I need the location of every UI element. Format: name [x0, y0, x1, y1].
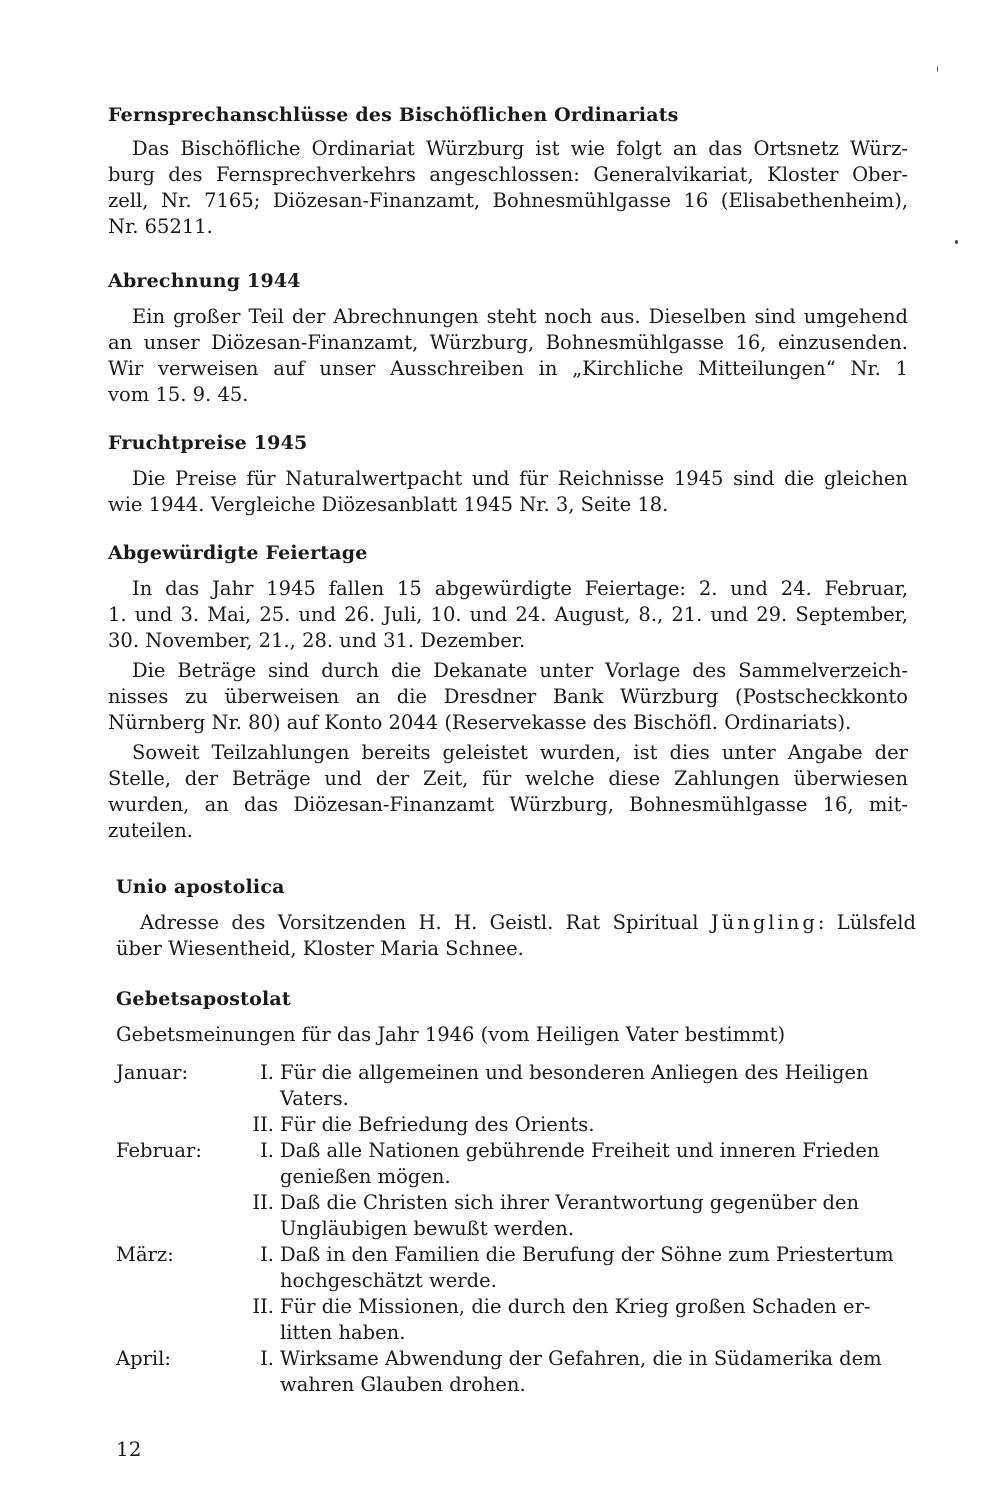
intention-item: [244, 1138, 916, 1190]
month-row: [116, 1138, 916, 1242]
month-label: Januar:: [116, 1061, 189, 1084]
month-label: Februar:: [116, 1139, 202, 1162]
section-telephone: [108, 104, 908, 240]
text-line: Wirksame Abwendung der Gefahren, die in Südamerika dem: [280, 1347, 882, 1370]
intention-item: [244, 1294, 916, 1346]
month-row: [116, 1346, 916, 1398]
text-line: wurden, an das Diözesan-Finanzamt Würzburg, Bohnesmühlgasse 16, mit-: [108, 793, 908, 816]
section-paragraph: [108, 466, 908, 518]
text-line: wahren Glauben drohen.: [280, 1373, 526, 1396]
intention-item: [244, 1346, 916, 1398]
text-line: Nürnberg Nr. 80) auf Konto 2044 (Reservekasse des Bischöfl. Ordinariats).: [108, 711, 852, 734]
section-feast-days: [108, 542, 908, 844]
section-heading: Gebetsapostolat: [116, 988, 291, 1010]
section-paragraph: [108, 740, 908, 844]
text-line: In das Jahr 1945 fallen 15 abgewürdigte Feiertage: 2. und 24. Februar,: [132, 577, 908, 600]
section-paragraph: [108, 658, 908, 736]
text-line: Soweit Teilzahlungen bereits geleistet wurden, ist dies unter Angabe der: [132, 741, 908, 764]
text-line: Daß in den Familien die Berufung der Söhne zum Priestertum: [280, 1243, 894, 1266]
text-line: Für die Befriedung des Orients.: [280, 1113, 595, 1136]
section-heading: Unio apostolica: [116, 876, 285, 898]
month-row: [116, 1060, 916, 1138]
section-fruit-prices: [108, 432, 908, 518]
text-line: [116, 910, 916, 936]
text-line: Das Bischöfliche Ordinariat Würzburg ist wie folgt an das Ortsnetz Würz-: [132, 137, 908, 160]
section-heading: Fernsprechanschlüsse des Bischöflichen Ordinariats: [108, 104, 679, 126]
section-heading: Abrechnung 1944: [108, 270, 301, 292]
section-paragraph: [116, 1022, 916, 1048]
text-line: an unser Diözesan-Finanzamt, Würzburg, Bohnesmühlgasse 16, einzusenden.: [108, 331, 908, 354]
intention-number: II.: [252, 1113, 274, 1136]
text-line: Vaters.: [280, 1087, 349, 1110]
section-paragraph: [108, 136, 908, 240]
text-line: nisses zu überweisen an die Dresdner Bank Würzburg (Postscheckkonto: [108, 685, 908, 708]
text-line: litten haben.: [280, 1321, 406, 1344]
text-line: Daß die Christen sich ihrer Verantwortung gegenüber den: [280, 1191, 860, 1214]
text-line: über Wiesentheid, Kloster Maria Schnee.: [116, 937, 524, 960]
text-line: Wir verweisen auf unser Ausschreiben in „Kirchliche Mitteilungen“ Nr. 1: [108, 357, 908, 380]
section-heading: Abgewürdigte Feiertage: [108, 542, 368, 564]
intention-number: II.: [252, 1295, 274, 1318]
text-line: burg des Fernsprechverkehrs angeschlossen: Generalvikariat, Kloster Ober-: [108, 163, 908, 186]
person-name: Jüngling: [710, 911, 818, 934]
intention-number: II.: [252, 1191, 274, 1214]
section-paragraph: [108, 576, 908, 654]
text-line: Gebetsmeinungen für das Jahr 1946 (vom Heiligen Vater bestimmt): [116, 1023, 786, 1046]
text-line: Für die allgemeinen und besonderen Anliegen des Heiligen: [280, 1061, 869, 1084]
text-line: Ein großer Teil der Abrechnungen steht noch aus. Dieselben sind umgehend: [132, 305, 908, 328]
text-line: Nr. 65211.: [108, 215, 213, 238]
section-prayer-apostolate: [116, 988, 916, 1048]
section-unio-apostolica: [116, 876, 916, 962]
text-line: Stelle, der Beträge und der Zeit, für welche diese Zahlungen überwiesen: [108, 767, 908, 790]
scan-speck: [955, 240, 958, 244]
address-place: : Lülsfeld: [817, 911, 916, 934]
section-accounting: [108, 270, 908, 408]
scan-speck: [937, 66, 938, 72]
intention-item: [244, 1060, 916, 1112]
text-line: zell, Nr. 7165; Diözesan-Finanzamt, Bohnesmühlgasse 16 (Elisabethenheim),: [108, 189, 908, 212]
text-line: Ungläubigen bewußt werden.: [280, 1217, 575, 1240]
intention-item: [244, 1112, 916, 1138]
page-number: 12: [116, 1437, 142, 1461]
intention-item: [244, 1190, 916, 1242]
intention-number: I.: [260, 1243, 274, 1266]
text-line: wie 1944. Vergleiche Diözesanblatt 1945 Nr. 3, Seite 18.: [108, 493, 669, 516]
text-line: vom 15. 9. 45.: [108, 383, 249, 406]
text-line: Die Beträge sind durch die Dekanate unter Vorlage des Sammelverzeich-: [132, 659, 908, 682]
month-row: [116, 1242, 916, 1346]
month-label: April:: [116, 1347, 171, 1370]
text-line: zuteilen.: [108, 819, 193, 842]
intention-number: I.: [260, 1139, 274, 1162]
text-line: 1. und 3. Mai, 25. und 26. Juli, 10. und 24. August, 8., 21. und 29. September,: [108, 603, 908, 626]
text-line: hochgeschätzt werde.: [280, 1269, 497, 1292]
prayer-intentions-list: [116, 1060, 916, 1398]
text-line: Daß alle Nationen gebührende Freiheit und inneren Frieden: [280, 1139, 880, 1162]
text-line: Die Preise für Naturalwertpacht und für Reichnisse 1945 sind die gleichen: [132, 467, 908, 490]
intention-number: I.: [260, 1347, 274, 1370]
section-heading: Fruchtpreise 1945: [108, 432, 308, 454]
section-paragraph: [108, 304, 908, 408]
intention-item: [244, 1242, 916, 1294]
text-line: 30. November, 21., 28. und 31. Dezember.: [108, 629, 526, 652]
month-label: März:: [116, 1243, 174, 1266]
address-prefix: Adresse des Vorsitzenden H. H. Geistl. Rat Spiritual: [140, 911, 711, 934]
section-paragraph: [116, 910, 916, 962]
text-line: genießen mögen.: [280, 1165, 451, 1188]
intention-number: I.: [260, 1061, 274, 1084]
text-line: Für die Missionen, die durch den Krieg großen Schaden er-: [280, 1295, 871, 1318]
